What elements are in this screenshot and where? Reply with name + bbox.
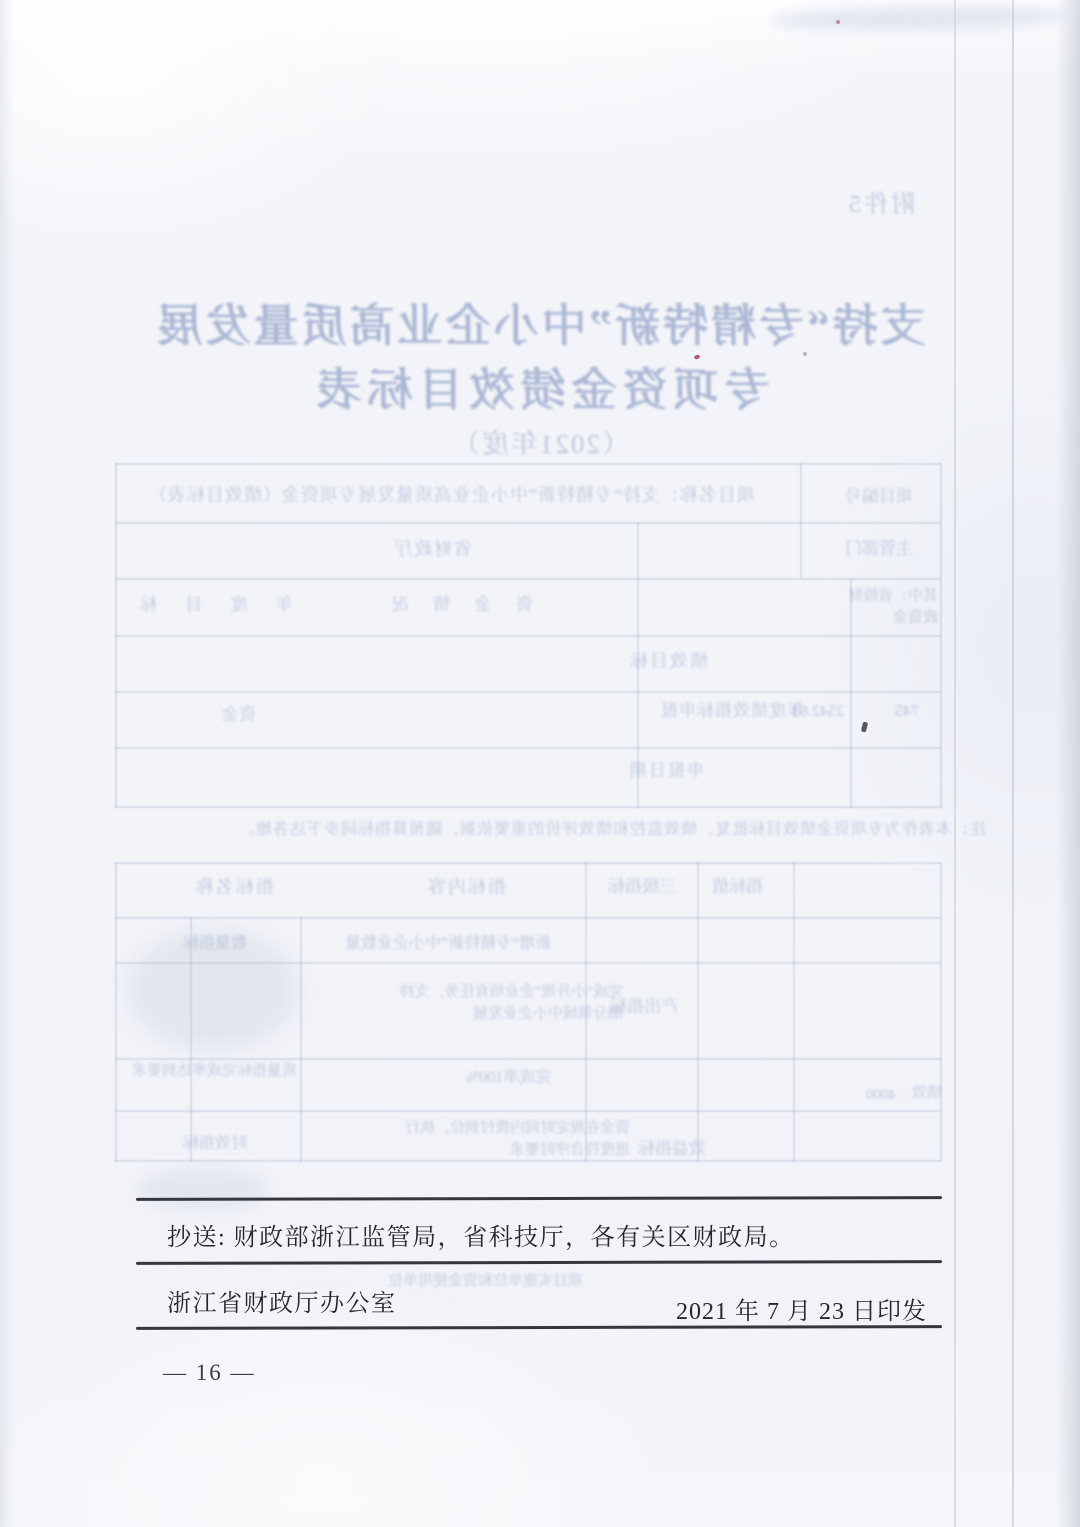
bleed-table2-cell: 新增“专精特新”中小企业数量: [345, 935, 552, 952]
grid-line: [115, 463, 941, 465]
bleed-table1-cell: 年度绩效指标申报: [660, 701, 804, 720]
grid-line: [115, 522, 941, 524]
bleed-title-line-1: 支持“专精特新”中小企业高质量发展: [154, 301, 926, 351]
grid-line: [940, 862, 942, 1162]
grid-line: [115, 691, 941, 693]
issue-date: 2021 年 7 月 23 日印发: [676, 1299, 927, 1325]
page-edge-shadow: [0, 0, 14, 1527]
bleed-table2-header: 指标名称: [194, 877, 274, 897]
footer-rule-middle: [136, 1260, 942, 1265]
bleed-table2-cell: 完成“小升规”企业培育任务，支持细分领域中小企业发展: [399, 984, 623, 1022]
grid-line: [115, 578, 941, 580]
red-speck: [693, 354, 700, 360]
bleed-table1-cell: 其中：省级财政资金: [847, 588, 938, 626]
bleed-table2-cell: 完成率100%: [466, 1069, 552, 1086]
bleed-table2-number: 绩效: [912, 1085, 943, 1101]
scan-smudge: [128, 930, 298, 1050]
grid-line: [793, 862, 795, 1162]
grid-line: [697, 862, 699, 1162]
fold-line: [954, 0, 956, 1527]
grid-line: [115, 1110, 941, 1112]
grid-line: [115, 463, 117, 808]
scan-smudge: [770, 3, 1070, 32]
bleed-table2-cell: 资金在规定时间内拨付到位，执行进度符合序时要求: [404, 1120, 630, 1158]
grid-line: [115, 917, 941, 919]
grid-line: [800, 463, 802, 578]
bleed-subtitle: （2021年度）: [451, 429, 629, 459]
bleed-table2-header: 指标值: [712, 877, 763, 896]
bleed-table1-cell: 资金: [222, 705, 256, 724]
grid-line: [115, 862, 117, 1162]
bleed-note-line: 注：本表作为专项资金绩效目标批复、绩效监控和绩效评价的重要依据，随预算指标同步下达各地。: [238, 821, 987, 838]
scan-smudge: [138, 1168, 268, 1210]
bleed-attachment-label: 附件5: [846, 192, 915, 218]
bleed-table2-cell: 数量指标: [183, 935, 248, 952]
bleed-table2-number: 4000: [866, 1087, 896, 1103]
red-speck: [836, 20, 840, 24]
bleed-table1-cell: 年 度 目 标: [128, 595, 293, 614]
bleed-table1-header: 项目名称：支持“专精特新”中小企业高质量发展专项资金（绩效目标表）: [148, 485, 755, 505]
bleed-table2-cell: 质量指标完成率达到要求: [132, 1063, 298, 1079]
grid-line: [940, 463, 942, 808]
gray-speck: [803, 352, 807, 356]
bleed-table1-cell: 主管部门: [845, 539, 913, 558]
bleed-table2-cell: 效益指标: [638, 1139, 706, 1158]
bleed-table1-cell: 资 金 情 况: [382, 595, 533, 614]
bleed-table1-cell: 省财政厅: [392, 539, 472, 559]
bleed-table1-cell: 绩效目标: [628, 651, 708, 671]
grid-line: [115, 1058, 941, 1060]
bleed-table1-number: 2542.63: [792, 703, 844, 720]
bleed-table2-header: 指标内容: [426, 877, 506, 897]
page-number: — 16 —: [163, 1360, 256, 1385]
bleed-table2-cell: 项目实施单位和资金使用单位: [388, 1273, 584, 1289]
issuer-name: 浙江省财政厅办公室: [167, 1291, 397, 1317]
dark-speck: [861, 722, 868, 733]
grid-line: [300, 917, 302, 1162]
bleed-table2-cell: 时效指标: [183, 1135, 248, 1152]
fold-line: [1012, 0, 1014, 1527]
bleed-table2-header: 三级指标: [608, 877, 676, 896]
grid-line: [115, 635, 941, 637]
page-edge-shadow: [1056, 0, 1080, 1527]
bleed-table2-cell: 产出指标: [610, 997, 678, 1016]
grid-line: [115, 862, 941, 864]
bleed-table1-cell: 项目编号: [845, 487, 913, 506]
bleed-table1-cell: 申报日期: [628, 761, 704, 780]
cc-line: 抄送: 财政部浙江监管局，省科技厅，各有关区财政局。: [167, 1225, 795, 1251]
footer-rule-top: [136, 1196, 942, 1201]
grid-line: [115, 806, 941, 808]
bleed-table1-number: 745: [895, 703, 919, 720]
bleed-title-line-2: 专项资金绩效目标表: [310, 365, 770, 415]
footer-rule-bottom: [136, 1325, 942, 1330]
grid-line: [115, 747, 941, 749]
